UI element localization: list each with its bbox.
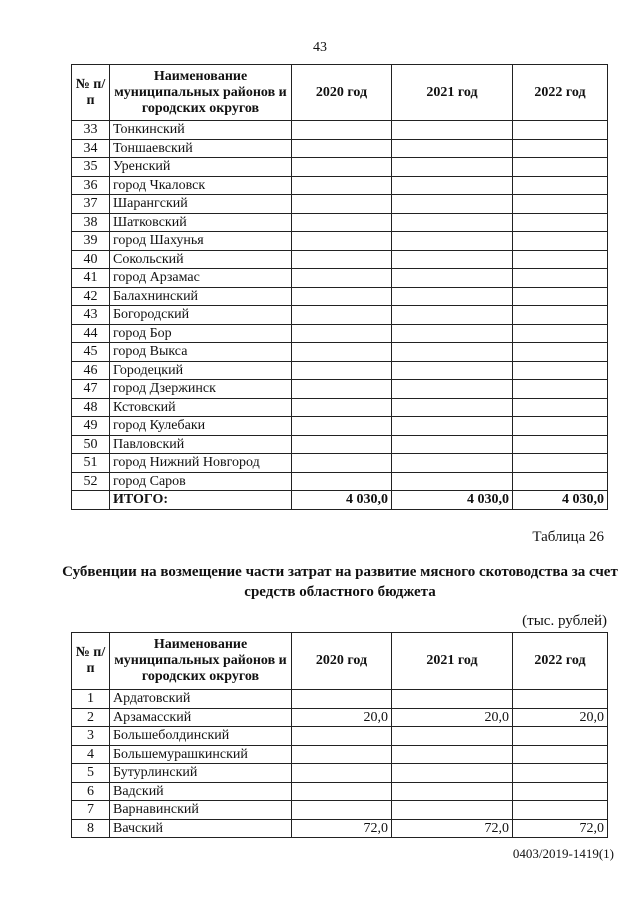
- table-row: [72, 819, 608, 838]
- municipality-name: Варнавинский: [110, 801, 292, 820]
- value-2021: [392, 782, 513, 801]
- value-2022: [513, 398, 608, 417]
- value-2022: [513, 472, 608, 491]
- value-2021: [392, 454, 513, 473]
- value-2020: [292, 764, 392, 783]
- row-number: 46: [72, 361, 110, 380]
- row-number: 6: [72, 782, 110, 801]
- value-2022: [513, 764, 608, 783]
- value-2020: [292, 727, 392, 746]
- value-2021: [392, 727, 513, 746]
- value-2021: [392, 361, 513, 380]
- row-number: 3: [72, 727, 110, 746]
- value-2020: [292, 454, 392, 473]
- municipality-name: город Дзержинск: [110, 380, 292, 399]
- value-2021: [392, 250, 513, 269]
- total-2022: 4 030,0: [513, 491, 608, 510]
- value-2020: [292, 380, 392, 399]
- row-number: 33: [72, 121, 110, 140]
- value-2022: [513, 801, 608, 820]
- total-num-empty: [72, 491, 110, 510]
- header-2022: 2022 год: [513, 65, 608, 121]
- value-2022: [513, 380, 608, 399]
- table-row: [72, 139, 608, 158]
- document-code: 0403/2019-1419(1): [512, 846, 614, 861]
- value-2022: [513, 745, 608, 764]
- value-2021: [392, 417, 513, 436]
- table-row: [72, 287, 608, 306]
- value-2021: 72,0: [392, 819, 513, 838]
- row-number: 45: [72, 343, 110, 362]
- row-number: 48: [72, 398, 110, 417]
- value-2020: [292, 801, 392, 820]
- table-row: [72, 782, 608, 801]
- row-number: 8: [72, 819, 110, 838]
- municipality-name: Вачский: [110, 819, 292, 838]
- header-name: Наименование муниципальных районов и городских округов: [110, 65, 292, 121]
- value-2020: [292, 690, 392, 709]
- row-number: 43: [72, 306, 110, 325]
- row-number: 5: [72, 764, 110, 783]
- value-2021: [392, 801, 513, 820]
- municipality-name: Тонкинский: [110, 121, 292, 140]
- municipality-name: Арзамасский: [110, 708, 292, 727]
- value-2020: [292, 287, 392, 306]
- value-2022: [513, 250, 608, 269]
- value-2021: [392, 472, 513, 491]
- value-2022: [513, 435, 608, 454]
- row-number: 39: [72, 232, 110, 251]
- value-2022: [513, 361, 608, 380]
- header-2021: 2021 год: [392, 633, 513, 690]
- row-number: 4: [72, 745, 110, 764]
- municipality-name: город Нижний Новгород: [110, 454, 292, 473]
- value-2021: 20,0: [392, 708, 513, 727]
- value-2022: [513, 269, 608, 288]
- value-2020: [292, 121, 392, 140]
- table-row: [72, 269, 608, 288]
- municipality-name: Балахнинский: [110, 287, 292, 306]
- total-label: ИТОГО:: [110, 491, 292, 510]
- value-2021: [392, 287, 513, 306]
- municipality-name: город Арзамас: [110, 269, 292, 288]
- value-2022: [513, 176, 608, 195]
- table-row: [72, 417, 608, 436]
- value-2022: [513, 158, 608, 177]
- value-2022: 20,0: [513, 708, 608, 727]
- table-row: [72, 232, 608, 251]
- row-number: 51: [72, 454, 110, 473]
- value-2020: [292, 250, 392, 269]
- value-2020: [292, 176, 392, 195]
- table-row: [72, 398, 608, 417]
- value-2021: [392, 176, 513, 195]
- row-number: 38: [72, 213, 110, 232]
- municipality-name: Бутурлинский: [110, 764, 292, 783]
- value-2020: [292, 158, 392, 177]
- value-2022: [513, 343, 608, 362]
- table-row: [72, 454, 608, 473]
- row-number: 2: [72, 708, 110, 727]
- value-2022: [513, 690, 608, 709]
- value-2022: [513, 782, 608, 801]
- municipality-name: город Чкаловск: [110, 176, 292, 195]
- row-number: 37: [72, 195, 110, 214]
- municipality-name: Вадский: [110, 782, 292, 801]
- row-number: 40: [72, 250, 110, 269]
- row-number: 7: [72, 801, 110, 820]
- value-2020: [292, 306, 392, 325]
- meat-cattle-subsidy-table: [71, 632, 608, 838]
- table-label: Таблица 26: [532, 529, 604, 545]
- units-label: (тыс. рублей): [522, 613, 607, 629]
- table-row: [72, 361, 608, 380]
- value-2022: [513, 213, 608, 232]
- value-2020: [292, 232, 392, 251]
- municipality-name: Большеболдинский: [110, 727, 292, 746]
- value-2020: [292, 417, 392, 436]
- value-2020: [292, 361, 392, 380]
- municipality-name: Кстовский: [110, 398, 292, 417]
- value-2020: [292, 343, 392, 362]
- municipality-name: город Бор: [110, 324, 292, 343]
- header-2021: 2021 год: [392, 65, 513, 121]
- row-number: 41: [72, 269, 110, 288]
- header-2022: 2022 год: [513, 633, 608, 690]
- value-2021: [392, 343, 513, 362]
- row-number: 47: [72, 380, 110, 399]
- header-name: Наименование муниципальных районов и городских округов: [110, 633, 292, 690]
- municipality-name: город Шахунья: [110, 232, 292, 251]
- municipality-name: Большемурашкинский: [110, 745, 292, 764]
- table-row: [72, 176, 608, 195]
- value-2021: [392, 398, 513, 417]
- value-2021: [392, 306, 513, 325]
- value-2020: 20,0: [292, 708, 392, 727]
- table-row: [72, 690, 608, 709]
- value-2021: [392, 232, 513, 251]
- value-2022: [513, 139, 608, 158]
- table-row: [72, 472, 608, 491]
- value-2020: [292, 472, 392, 491]
- municipality-name: Городецкий: [110, 361, 292, 380]
- value-2020: [292, 269, 392, 288]
- table-row: [72, 764, 608, 783]
- value-2020: [292, 745, 392, 764]
- value-2020: [292, 398, 392, 417]
- value-2020: 72,0: [292, 819, 392, 838]
- table-row: [72, 343, 608, 362]
- table-row: [72, 158, 608, 177]
- value-2021: [392, 435, 513, 454]
- value-2022: [513, 727, 608, 746]
- value-2022: 72,0: [513, 819, 608, 838]
- row-number: 42: [72, 287, 110, 306]
- municipality-name: Сокольский: [110, 250, 292, 269]
- total-row: [72, 491, 608, 510]
- table-header-row: [72, 65, 608, 121]
- value-2021: [392, 158, 513, 177]
- table-row: [72, 380, 608, 399]
- municipality-name: Ардатовский: [110, 690, 292, 709]
- value-2022: [513, 287, 608, 306]
- row-number: 52: [72, 472, 110, 491]
- total-2021: 4 030,0: [392, 491, 513, 510]
- value-2022: [513, 454, 608, 473]
- table-row: [72, 250, 608, 269]
- municipality-name: Шарангский: [110, 195, 292, 214]
- section-title: Субвенции на возмещение части затрат на развитие мясного скотоводства за счет средств областного бюджета: [62, 564, 618, 600]
- value-2022: [513, 417, 608, 436]
- value-2022: [513, 232, 608, 251]
- value-2021: [392, 269, 513, 288]
- value-2021: [392, 324, 513, 343]
- value-2022: [513, 324, 608, 343]
- value-2021: [392, 764, 513, 783]
- table-row: [72, 708, 608, 727]
- table-row: [72, 213, 608, 232]
- row-number: 1: [72, 690, 110, 709]
- row-number: 49: [72, 417, 110, 436]
- value-2022: [513, 121, 608, 140]
- header-num: № п/п: [72, 633, 110, 690]
- table-row: [72, 435, 608, 454]
- municipality-name: город Саров: [110, 472, 292, 491]
- value-2021: [392, 380, 513, 399]
- value-2021: [392, 121, 513, 140]
- municipality-name: Павловский: [110, 435, 292, 454]
- total-2020: 4 030,0: [292, 491, 392, 510]
- municipality-name: город Выкса: [110, 343, 292, 362]
- row-number: 36: [72, 176, 110, 195]
- table-row: [72, 324, 608, 343]
- value-2022: [513, 195, 608, 214]
- value-2021: [392, 745, 513, 764]
- value-2021: [392, 213, 513, 232]
- value-2021: [392, 139, 513, 158]
- table-row: [72, 121, 608, 140]
- table-header-row: [72, 633, 608, 690]
- value-2020: [292, 195, 392, 214]
- table-row: [72, 306, 608, 325]
- value-2021: [392, 690, 513, 709]
- header-2020: 2020 год: [292, 633, 392, 690]
- row-number: 34: [72, 139, 110, 158]
- row-number: 44: [72, 324, 110, 343]
- row-number: 50: [72, 435, 110, 454]
- header-num: № п/п: [72, 65, 110, 121]
- value-2020: [292, 139, 392, 158]
- header-2020: 2020 год: [292, 65, 392, 121]
- value-2020: [292, 213, 392, 232]
- table-row: [72, 727, 608, 746]
- value-2020: [292, 782, 392, 801]
- table-row: [72, 801, 608, 820]
- municipal-table-continued: [71, 64, 608, 510]
- municipality-name: Уренский: [110, 158, 292, 177]
- value-2020: [292, 435, 392, 454]
- municipality-name: Богородский: [110, 306, 292, 325]
- municipality-name: Шатковский: [110, 213, 292, 232]
- municipality-name: Тоншаевский: [110, 139, 292, 158]
- row-number: 35: [72, 158, 110, 177]
- value-2021: [392, 195, 513, 214]
- municipality-name: город Кулебаки: [110, 417, 292, 436]
- value-2022: [513, 306, 608, 325]
- table-row: [72, 745, 608, 764]
- page-number: 43: [313, 40, 327, 55]
- value-2020: [292, 324, 392, 343]
- table-row: [72, 195, 608, 214]
